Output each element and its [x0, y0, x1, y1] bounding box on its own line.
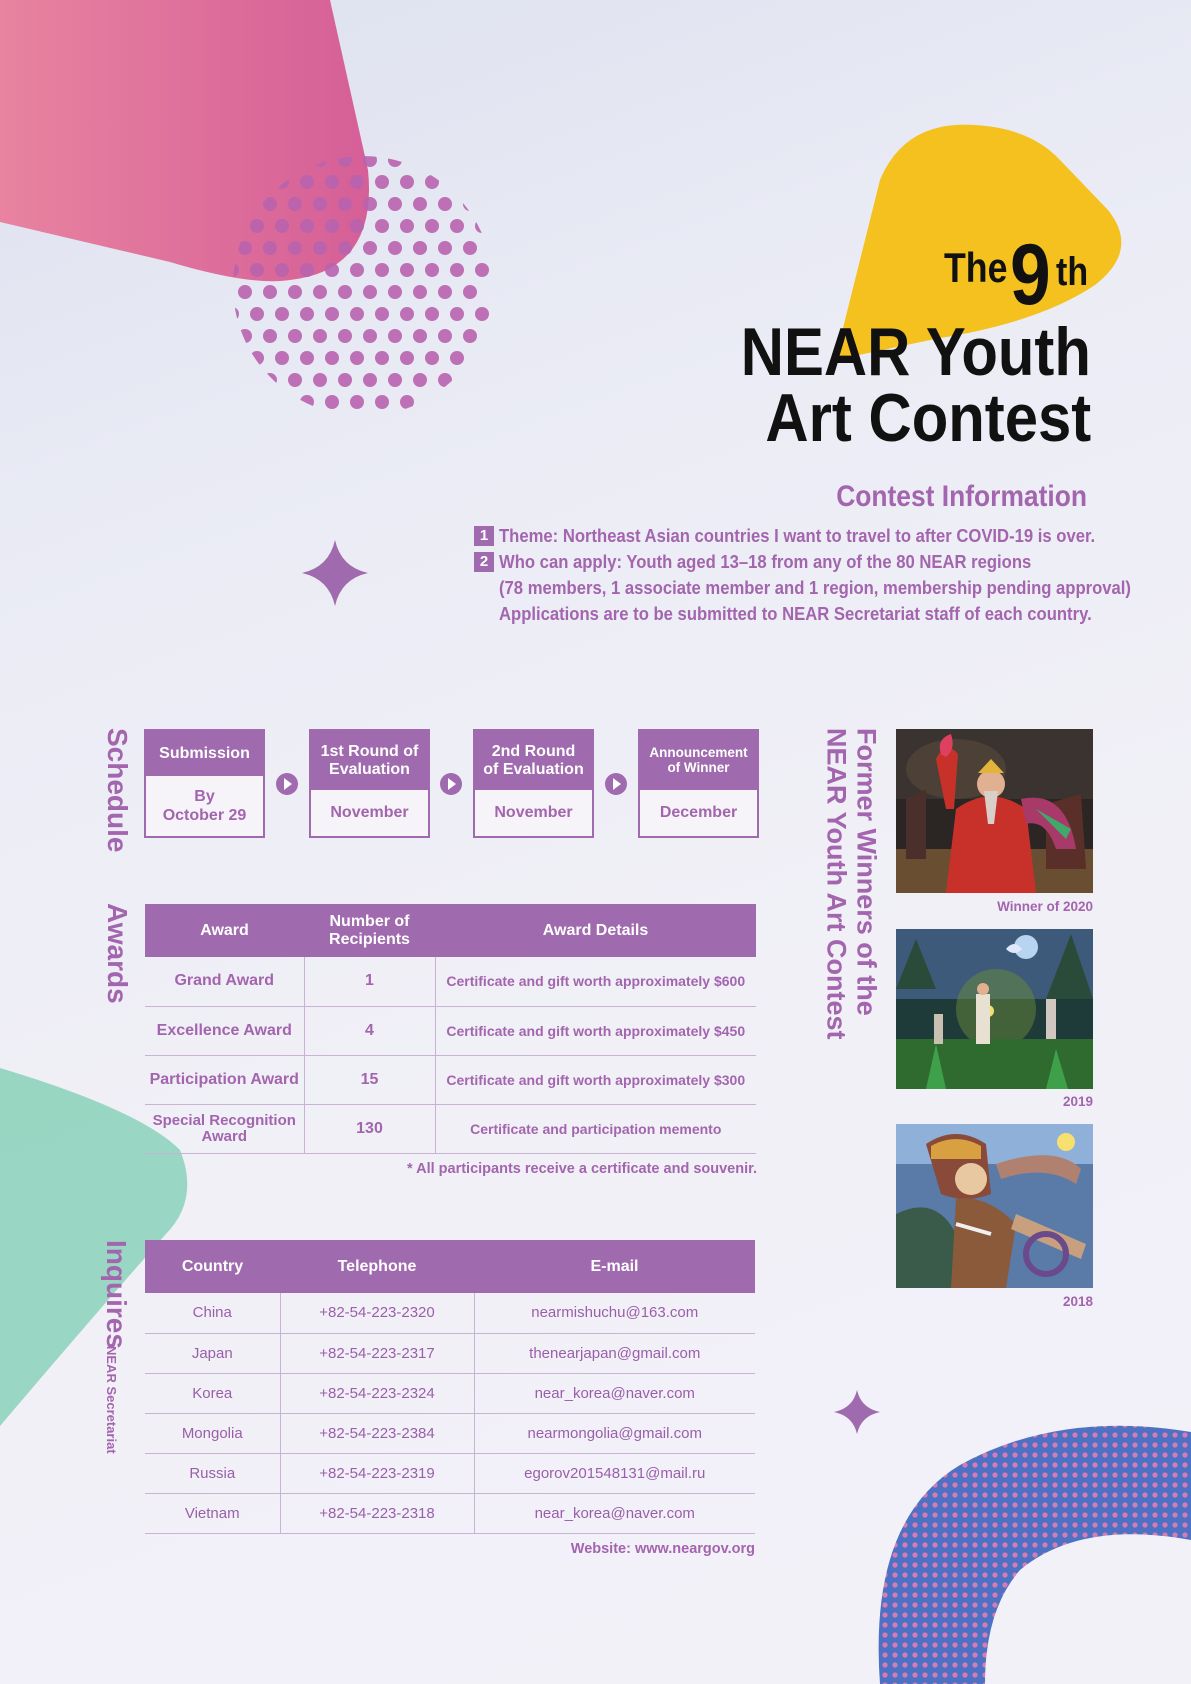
winner-artwork-2020[interactable] — [896, 729, 1093, 893]
schedule-heading: Schedule — [102, 728, 133, 853]
schedule-step-date: November — [330, 804, 409, 822]
award-detail: Certificate and gift worth approximately $600 — [435, 957, 756, 1006]
eligibility-line-1: Who can apply: Youth aged 13–18 from any of the 80 NEAR regions — [499, 551, 1032, 572]
schedule-step-announcement — [638, 729, 759, 838]
telephone: +82-54-223-2317 — [280, 1333, 474, 1373]
table-row — [145, 1104, 756, 1153]
schedule-step-label: 2nd Round of Evaluation — [475, 731, 592, 790]
email-link[interactable]: near_korea@naver.com — [474, 1373, 755, 1413]
table-row — [145, 1453, 755, 1493]
award-detail: Certificate and participation memento — [435, 1104, 756, 1153]
table-row — [145, 1293, 755, 1333]
telephone: +82-54-223-2319 — [280, 1453, 474, 1493]
winner-artwork-2018[interactable] — [896, 1124, 1093, 1288]
award-name: Grand Award — [145, 957, 304, 1006]
table-row — [145, 957, 756, 1006]
blue-ring — [879, 1426, 1191, 1684]
winner-caption-2018: 2018 — [1062, 1294, 1093, 1309]
inquiries-heading: Inquires — [101, 1240, 132, 1349]
winners-heading-line-2: NEAR Youth Art Contest — [821, 728, 852, 1040]
painting-2018 — [896, 1124, 1093, 1288]
table-row — [145, 1493, 755, 1533]
title-the: The — [944, 244, 1008, 291]
awards-col-details: Award Details — [435, 904, 756, 957]
awards-col-recipients: Number of Recipients — [304, 904, 435, 957]
awards-heading: Awards — [102, 903, 133, 1004]
award-name: Excellence Award — [145, 1006, 304, 1055]
telephone: +82-54-223-2318 — [280, 1493, 474, 1533]
schedule-step-second-round — [473, 729, 594, 838]
country: Mongolia — [145, 1413, 280, 1453]
country: China — [145, 1293, 280, 1333]
winners-heading-line-1: Former Winners of the — [851, 728, 882, 1016]
winner-artwork-2019[interactable] — [896, 929, 1093, 1093]
table-row — [145, 1333, 755, 1373]
inquiries-col-country: Country — [145, 1240, 280, 1293]
award-count: 15 — [304, 1055, 435, 1104]
painting-2020 — [896, 729, 1093, 893]
schedule-step-label: 1st Round of Evaluation — [311, 731, 428, 790]
contest-theme: Theme: Northeast Asian countries I want to travel to after COVID-19 is over. — [499, 525, 1096, 546]
eligibility-line-2: (78 members, 1 associate member and 1 region, membership pending approval) — [499, 577, 1131, 598]
award-count: 130 — [304, 1104, 435, 1153]
email-link[interactable]: near_korea@naver.com — [474, 1493, 755, 1533]
awards-note: * All participants receive a certificate and souvenir. — [406, 1161, 757, 1177]
contest-info-heading: Contest Information — [836, 480, 1087, 513]
country: Vietnam — [145, 1493, 280, 1533]
inquiries-subheading: NEAR Secretariat — [104, 1346, 119, 1454]
pink-shape — [0, 0, 369, 281]
title-number: 9 — [1010, 227, 1051, 323]
eligibility-line-3: Applications are to be submitted to NEAR Secretariat staff of each country. — [499, 603, 1092, 624]
sparkle-small — [834, 1390, 880, 1434]
arrow-right-icon — [440, 773, 462, 795]
title-line-1: NEAR Youth — [740, 314, 1091, 390]
email-link[interactable]: nearmishuchu@163.com — [474, 1293, 755, 1333]
schedule-step-date: November — [494, 804, 573, 822]
schedule-step-label: Submission — [146, 731, 263, 776]
telephone: +82-54-223-2320 — [280, 1293, 474, 1333]
website-link[interactable]: Website: www.neargov.org — [570, 1541, 755, 1557]
email-link[interactable]: nearmongolia@gmail.com — [474, 1413, 755, 1453]
title-ordinal-suffix: th — [1056, 250, 1089, 294]
winner-caption-2019: 2019 — [1062, 1094, 1093, 1109]
telephone: +82-54-223-2384 — [280, 1413, 474, 1453]
email-link[interactable]: egorov201548131@mail.ru — [474, 1453, 755, 1493]
country: Korea — [145, 1373, 280, 1413]
sparkle-large — [302, 540, 368, 606]
winner-caption-2020: Winner of 2020 — [997, 899, 1093, 914]
item-number-1: 1 — [474, 526, 494, 546]
awards-table — [145, 904, 756, 1154]
title-line-2: Art Contest — [765, 380, 1091, 456]
email-link[interactable]: thenearjapan@gmail.com — [474, 1333, 755, 1373]
award-name: Participation Award — [145, 1055, 304, 1104]
award-detail: Certificate and gift worth approximately $300 — [435, 1055, 756, 1104]
country: Japan — [145, 1333, 280, 1373]
table-row — [145, 1006, 756, 1055]
table-row — [145, 1055, 756, 1104]
schedule-step-date: By October 29 — [162, 787, 247, 824]
telephone: +82-54-223-2324 — [280, 1373, 474, 1413]
schedule-step-first-round — [309, 729, 430, 838]
painting-2019 — [896, 929, 1093, 1089]
country: Russia — [145, 1453, 280, 1493]
inquiries-col-email: E-mail — [474, 1240, 755, 1293]
award-name: Special Recognition Award — [145, 1104, 304, 1153]
award-detail: Certificate and gift worth approximately $450 — [435, 1006, 756, 1055]
arrow-right-icon — [276, 773, 298, 795]
schedule-step-submission — [144, 729, 265, 838]
item-number-2: 2 — [474, 552, 494, 572]
awards-col-award: Award — [145, 904, 304, 957]
table-row — [145, 1413, 755, 1453]
inquiries-col-telephone: Telephone — [280, 1240, 474, 1293]
schedule-step-date: December — [659, 804, 738, 822]
table-row — [145, 1373, 755, 1413]
award-count: 1 — [304, 957, 435, 1006]
schedule-step-label: Announcement of Winner — [640, 731, 757, 790]
inquiries-table — [145, 1240, 755, 1534]
arrow-right-icon — [605, 773, 627, 795]
award-count: 4 — [304, 1006, 435, 1055]
